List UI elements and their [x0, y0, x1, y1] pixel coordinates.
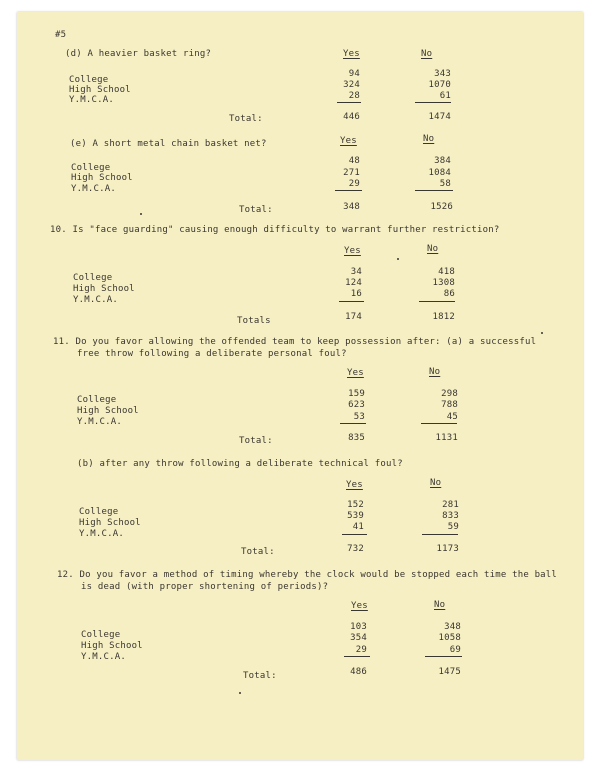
group-label: High School — [69, 85, 131, 95]
yes-value: 41 — [352, 522, 364, 532]
sum-rule — [337, 102, 361, 103]
no-value: 1308 — [432, 278, 455, 288]
no-value: 788 — [441, 400, 458, 410]
no-value: 281 — [442, 500, 459, 510]
total-no: 1526 — [430, 202, 453, 212]
total-yes: 732 — [347, 544, 364, 554]
group-label: High School — [81, 641, 143, 651]
question-text: (d) A heavier basket ring? — [65, 49, 212, 59]
total-label: Total: — [239, 436, 273, 446]
total-yes: 486 — [350, 667, 367, 677]
stray-mark — [397, 258, 399, 260]
stray-mark — [541, 332, 543, 334]
group-label: Y.M.C.A. — [71, 184, 116, 194]
question-text: 11. Do you favor allowing the offended team to keep possession after: (a) a successful — [53, 337, 537, 347]
total-label: Total: — [229, 114, 263, 124]
no-header: No — [429, 367, 441, 377]
group-label: College — [77, 395, 117, 405]
yes-header: Yes — [344, 246, 361, 256]
question-text: (e) A short metal chain basket net? — [70, 139, 267, 149]
sum-rule — [340, 423, 366, 424]
no-value: 1084 — [428, 168, 451, 178]
no-value: 833 — [442, 511, 459, 521]
sum-rule — [421, 423, 457, 424]
typewritten-page — [17, 12, 583, 760]
no-value: 343 — [434, 69, 451, 79]
no-value: 58 — [439, 179, 451, 189]
total-yes: 348 — [343, 202, 360, 212]
total-yes: 835 — [348, 433, 365, 443]
page-number: #5 — [55, 30, 67, 40]
no-value: 348 — [444, 622, 461, 632]
yes-value: 124 — [345, 278, 362, 288]
no-value: 418 — [438, 267, 455, 277]
total-no: 1475 — [438, 667, 461, 677]
yes-value: 16 — [350, 289, 362, 299]
yes-value: 53 — [353, 412, 365, 422]
total-no: 1812 — [432, 312, 455, 322]
sum-rule — [335, 190, 362, 191]
group-label: High School — [71, 173, 133, 183]
yes-header: Yes — [343, 49, 360, 59]
no-value: 69 — [449, 645, 461, 655]
total-no: 1173 — [436, 544, 459, 554]
yes-value: 539 — [347, 511, 364, 521]
sum-rule — [422, 534, 458, 535]
yes-value: 94 — [348, 69, 360, 79]
group-label: High School — [73, 284, 135, 294]
sum-rule — [342, 534, 367, 535]
total-label: Totals — [237, 316, 271, 326]
yes-value: 152 — [347, 500, 364, 510]
yes-value: 354 — [350, 633, 367, 643]
sum-rule — [344, 656, 370, 657]
stray-mark — [140, 213, 142, 215]
total-no: 1131 — [435, 433, 458, 443]
yes-value: 324 — [343, 80, 360, 90]
group-label: High School — [79, 518, 141, 528]
sum-rule — [339, 301, 364, 302]
group-label: High School — [77, 406, 139, 416]
yes-header: Yes — [346, 480, 363, 490]
yes-value: 34 — [350, 267, 362, 277]
sum-rule — [415, 102, 451, 103]
total-no: 1474 — [428, 112, 451, 122]
stray-mark — [239, 692, 241, 694]
no-value: 45 — [446, 412, 458, 422]
yes-header: Yes — [340, 136, 357, 146]
question-text: 10. Is "face guarding" causing enough difficulty to warrant further restriction? — [50, 225, 500, 235]
total-label: Total: — [243, 671, 277, 681]
yes-value: 623 — [348, 400, 365, 410]
yes-value: 28 — [348, 91, 360, 101]
no-header: No — [434, 600, 446, 610]
group-label: Y.M.C.A. — [77, 417, 122, 427]
group-label: Y.M.C.A. — [81, 652, 126, 662]
no-value: 1070 — [428, 80, 451, 90]
no-value: 384 — [434, 156, 451, 166]
no-value: 59 — [447, 522, 459, 532]
yes-header: Yes — [351, 601, 368, 611]
sum-rule — [415, 190, 453, 191]
yes-value: 159 — [348, 389, 365, 399]
no-header: No — [430, 478, 442, 488]
yes-header: Yes — [347, 368, 364, 378]
question-text-line2: free throw following a deliberate personal foul? — [77, 349, 347, 359]
group-label: Y.M.C.A. — [73, 295, 118, 305]
yes-value: 29 — [348, 179, 360, 189]
group-label: College — [79, 507, 119, 517]
yes-value: 48 — [348, 156, 360, 166]
question-text: (b) after any throw following a deliberate technical foul? — [77, 459, 403, 469]
group-label: Y.M.C.A. — [69, 95, 114, 105]
group-label: College — [69, 75, 109, 85]
no-header: No — [427, 244, 439, 254]
group-label: College — [81, 630, 121, 640]
yes-value: 29 — [355, 645, 367, 655]
no-value: 61 — [439, 91, 451, 101]
sum-rule — [425, 656, 462, 657]
sum-rule — [419, 301, 455, 302]
yes-value: 103 — [350, 622, 367, 632]
no-value: 1058 — [438, 633, 461, 643]
no-value: 86 — [443, 289, 455, 299]
total-label: Total: — [239, 205, 273, 215]
total-yes: 446 — [343, 112, 360, 122]
group-label: College — [73, 273, 113, 283]
group-label: Y.M.C.A. — [79, 529, 124, 539]
group-label: College — [71, 163, 111, 173]
total-label: Total: — [241, 547, 275, 557]
no-value: 298 — [441, 389, 458, 399]
question-text: 12. Do you favor a method of timing whereby the clock would be stopped each time the ball — [57, 570, 558, 580]
total-yes: 174 — [345, 312, 362, 322]
question-text-line2: is dead (with proper shortening of periods)? — [81, 582, 329, 592]
yes-value: 271 — [343, 168, 360, 178]
no-header: No — [421, 49, 433, 59]
no-header: No — [423, 134, 435, 144]
